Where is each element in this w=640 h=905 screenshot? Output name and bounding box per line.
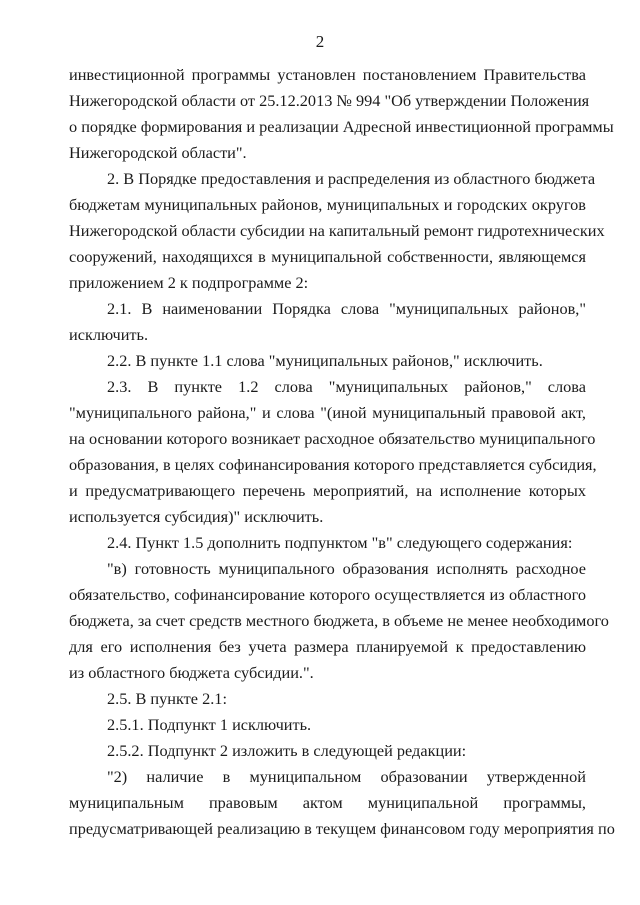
text-line: инвестиционной программы установлен постановлением Правительства [69, 65, 586, 84]
text-line: "муниципального района," и слова "(иной муниципальный правовой акт, [69, 403, 586, 422]
text-line: из областного бюджета субсидии.". [69, 663, 314, 682]
text-line: предусматривающей реализацию в текущем финансовом году мероприятия по [69, 819, 615, 838]
text-line: "2) наличие в муниципальном образовании утвержденной [107, 767, 586, 786]
text-line: исключить. [69, 325, 149, 344]
text-line: Нижегородской области". [69, 143, 247, 162]
text-line: о порядке формирования и реализации Адресной инвестиционной программы [69, 117, 614, 136]
text-line: 2.5.2. Подпункт 2 изложить в следующей редакции: [107, 741, 467, 760]
text-line: сооружений, находящихся в муниципальной собственности, являющемся [69, 247, 586, 266]
page-number: 2 [315, 32, 325, 51]
paragraph [69, 686, 586, 712]
paragraph [69, 712, 586, 738]
paragraph [69, 62, 614, 166]
paragraph [69, 348, 586, 374]
paragraph [69, 166, 605, 296]
text-line: бюджетам муниципальных районов, муниципальных и городских округов [69, 195, 586, 214]
paragraph [69, 374, 597, 530]
text-line: бюджета, за счет средств местного бюджета, в объеме не менее необходимого [69, 611, 609, 630]
text-line: обязательство, софинансирование которого осуществляется из областного [69, 585, 586, 604]
text-line: Нижегородской области от 25.12.2013 № 994 "Об утверждении Положения [69, 91, 590, 110]
paragraph [69, 556, 609, 686]
text-line: 2. В Порядке предоставления и распределения из областного бюджета [107, 169, 596, 188]
text-line: используется субсидия)" исключить. [69, 507, 324, 526]
text-line: и предусматривающего перечень мероприятий, на исполнение которых [69, 481, 586, 500]
text-line: 2.1. В наименовании Порядка слова "муниципальных районов," [107, 299, 586, 318]
text-line: 2.4. Пункт 1.5 дополнить подпунктом "в" следующего содержания: [107, 533, 573, 552]
text-line: муниципальным правовым актом муниципальной программы, [69, 793, 586, 812]
text-line: 2.5.1. Подпункт 1 исключить. [107, 715, 312, 734]
paragraph [69, 738, 586, 764]
text-line: 2.3. В пункте 1.2 слова "муниципальных районов," слова [107, 377, 586, 396]
paragraph [69, 530, 586, 556]
text-line: приложением 2 к подпрограмме 2: [69, 273, 309, 292]
document-body [69, 62, 615, 842]
text-line: на основании которого возникает расходное обязательство муниципального [69, 429, 596, 448]
text-line: для его исполнения без учета размера планируемой к предоставлению [69, 637, 586, 656]
paragraph [69, 764, 615, 842]
text-line: Нижегородской области субсидии на капитальный ремонт гидротехнических [69, 221, 605, 240]
paragraph [69, 296, 586, 348]
text-line: 2.5. В пункте 2.1: [107, 689, 227, 708]
text-line: "в) готовность муниципального образования исполнять расходное [107, 559, 586, 578]
text-line: 2.2. В пункте 1.1 слова "муниципальных районов," исключить. [107, 351, 543, 370]
text-line: образования, в целях софинансирования которого представляется субсидия, [69, 455, 597, 474]
